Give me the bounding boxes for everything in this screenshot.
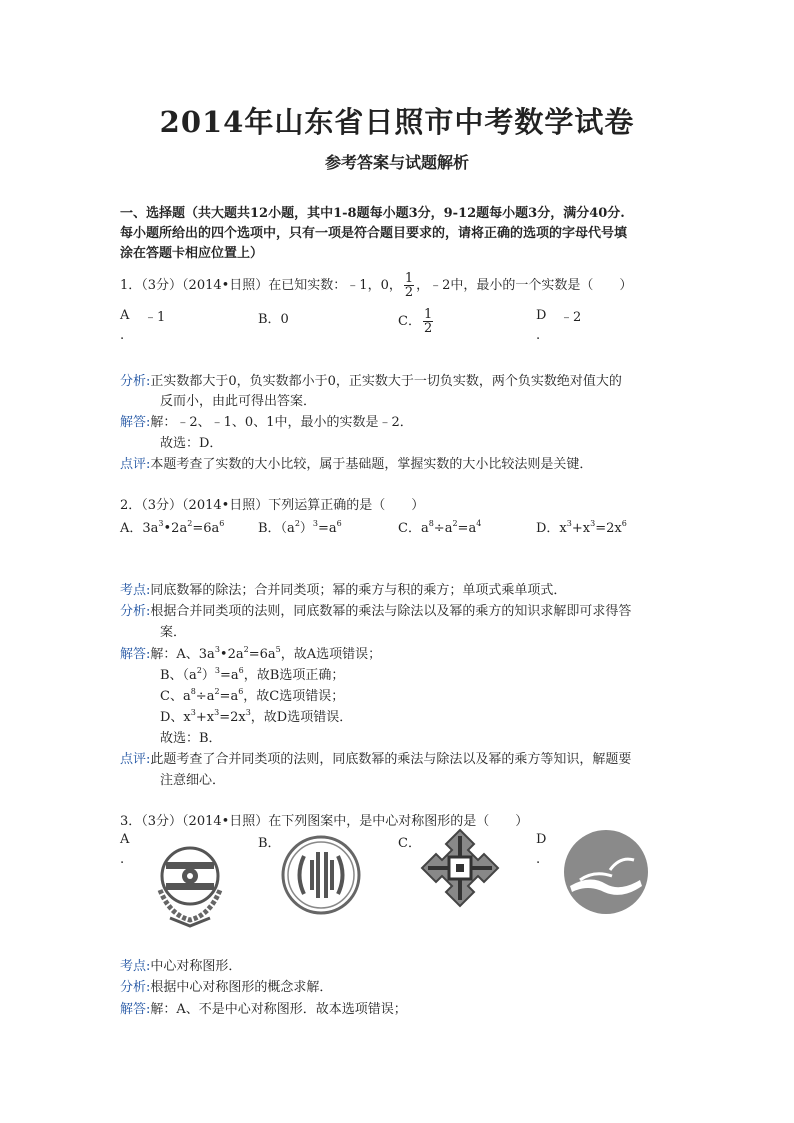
q3-answer [120, 998, 407, 1017]
q2-ans-c-exp-2: 2 [214, 687, 220, 696]
q1-analysis [120, 370, 622, 389]
q2-option-b [258, 517, 342, 536]
q2-answer-end: 故选：B． [160, 731, 222, 746]
q3-option-a-label: A [120, 832, 130, 847]
q1-option-a-label: A [120, 308, 130, 323]
q2-ans-b-exp-1: 2 [196, 666, 202, 675]
q3-option-d-label: D [536, 832, 547, 847]
q1-option-c-num: 1 [423, 307, 433, 322]
q2-b-2: ） [299, 521, 313, 536]
q1-analysis-2: 反而小，由此可得出答案． [160, 394, 317, 409]
q2-ans-c-end: ，故C选项错误； [243, 689, 345, 704]
q2-c-exp-2: 2 [452, 519, 458, 528]
q3-keypoint [120, 955, 241, 974]
q2-option-d [536, 517, 627, 536]
q2-ans-d-2: +x [195, 710, 215, 725]
q2-ans-c-2: ÷a [195, 689, 215, 704]
q2-analysis-2: 案． [160, 625, 187, 640]
q2-c-3: =a [457, 521, 477, 536]
q2-a-2: •2a [163, 521, 188, 536]
q1-option-c [398, 308, 435, 335]
section-heading [120, 204, 690, 264]
analysis-label: 分析: [120, 374, 151, 389]
q2-ans-b-end: ，故B选项正确； [243, 668, 345, 683]
q3-figure-d [560, 826, 652, 918]
q2-ans-c-exp-1: 8 [190, 687, 196, 696]
q2-stem: 2．（3分）（2014•日照）下列运算正确的是（ ） [120, 498, 425, 513]
q2-c-2: ÷a [433, 521, 453, 536]
section-line-2: 每小题所给出的四个选项中，只有一项是符合题目要求的，请将正确的选项的字母代号填 [120, 226, 628, 241]
q2-comment [120, 748, 631, 767]
q2-d-exp-3: 6 [621, 519, 627, 528]
q2-d-exp-1: 3 [566, 519, 572, 528]
q1-option-d: ﹣2 [560, 310, 582, 325]
q3-analysis-text-1: 根据中心对称图形的概念求解． [150, 980, 333, 995]
q1-stem-text: 1．（3分）（2014•日照）在已知实数：﹣1，0， [120, 278, 402, 293]
q2-answer-b [160, 664, 344, 683]
q2-comment-2: 注意细心． [160, 773, 226, 788]
q2-ans-c-3: =a [219, 689, 239, 704]
q2-keypoint [120, 579, 566, 598]
answer-label: 解答: [120, 647, 151, 662]
analysis-label: 分析: [120, 604, 151, 619]
q2-ans-d-end: ，故D选项错误． [250, 710, 353, 725]
q1-frac-den: 2 [404, 285, 414, 300]
q3-analysis [120, 976, 332, 995]
q1-frac-num: 1 [404, 271, 414, 286]
q2-analysis-text-1: 根据合并同类项的法则，同底数幂的乘法与除法以及幂的乘方的知识求解即可求得答 [150, 604, 632, 619]
q2-d-2: +x [571, 521, 591, 536]
q1-analysis-text-1: 正实数都大于0，负实数都小于0，正实数大于一切负实数，两个负实数绝对值大的 [150, 374, 622, 389]
comment-label: 点评: [120, 457, 151, 472]
q2-ans-d-1: D、x [160, 710, 191, 725]
q2-ans-a-exp-2: 2 [243, 645, 249, 654]
page-title: 2014年山东省日照市中考数学试卷 [159, 105, 635, 139]
q2-d-3: =2x [595, 521, 622, 536]
page-subtitle: 参考答案与试题解析 [324, 153, 469, 172]
q3-figure-c [418, 826, 502, 910]
keypoint-label: 考点: [120, 583, 151, 598]
answer-label: 解答: [120, 415, 151, 430]
q2-keypoint-text: 同底数幂的除法；合并同类项；幂的乘方与积的乘方；单项式乘单项式． [150, 583, 567, 598]
q2-comment-text-1: 此题考查了合并同类项的法则，同底数幂的乘法与除法以及幂的乘方等知识，解题要 [150, 752, 632, 767]
q2-ans-a-exp-1: 3 [214, 645, 220, 654]
q3-option-c-label: C． [398, 836, 421, 851]
q3-option-b-label: B． [258, 836, 281, 851]
q2-a-exp-1: 3 [158, 519, 164, 528]
q1-answer [120, 411, 413, 430]
q2-ans-a-2: •2a [219, 647, 244, 662]
q2-ans-a-end: ，故A选项错误； [280, 647, 382, 662]
keypoint-label: 考点: [120, 959, 151, 974]
section-line-3: 涂在答题卡相应位置上） [120, 246, 264, 261]
q2-ans-a-exp-3: 5 [275, 645, 281, 654]
q1-comment-text-1: 本题考查了实数的大小比较，属于基础题，掌握实数的大小比较法则是关键． [150, 457, 593, 472]
q1-answer-text-1: 解：﹣2、﹣1、0、1中，最小的实数是﹣2． [150, 415, 413, 430]
q1-answer-2: 故选：D． [160, 436, 223, 451]
q1-fraction [404, 272, 414, 299]
q1-option-c-fraction [423, 308, 433, 335]
q2-b-exp-3: 6 [336, 519, 342, 528]
q2-ans-b-2: ） [201, 668, 215, 683]
q2-b-1: B．（a [258, 521, 295, 536]
q1-option-a-dot: . [120, 328, 125, 343]
q1-stem [120, 272, 632, 299]
q2-d-1: D．x [536, 521, 567, 536]
q2-ans-b-1: B、（a [160, 668, 197, 683]
q2-c-exp-1: 8 [428, 519, 434, 528]
q1-option-d-dot: . [536, 328, 541, 343]
q2-option-c [398, 517, 481, 536]
q1-option-c-label: C． [398, 314, 421, 329]
q3-figure-a [140, 840, 240, 930]
q2-ans-b-exp-2: 3 [214, 666, 221, 675]
q2-d-exp-2: 3 [590, 519, 596, 528]
q2-ans-a-1: 解：A、3a [150, 647, 215, 662]
q2-answer-c [160, 685, 344, 704]
q2-ans-d-exp-2: 3 [214, 708, 220, 717]
q1-option-a: ﹣1 [144, 310, 166, 325]
q3-figure-b [280, 834, 362, 916]
q2-b-exp-2: 3 [312, 519, 319, 528]
q2-c-exp-3: 4 [476, 519, 482, 528]
answer-label: 解答: [120, 1002, 151, 1017]
q2-ans-a-3: =6a [248, 647, 276, 662]
q3-option-d-dot: . [536, 852, 541, 867]
q2-ans-b-exp-3: 6 [238, 666, 244, 675]
analysis-label: 分析: [120, 980, 151, 995]
q3-stem: 3．（3分）（2014•日照）在下列图案中，是中心对称图形的是（ ） [120, 814, 529, 829]
q2-ans-c-exp-3: 6 [238, 687, 244, 696]
q2-b-exp-1: 2 [294, 519, 300, 528]
q2-ans-d-exp-1: 3 [190, 708, 196, 717]
q2-c-1: C．a [398, 521, 429, 536]
q2-option-a [120, 517, 224, 536]
q2-ans-d-3: =2x [219, 710, 246, 725]
q1-option-b: B．0 [258, 312, 289, 327]
q3-answer-text-1: 解：A、不是中心对称图形．故本选项错误； [150, 1002, 407, 1017]
q2-a-3: =6a [192, 521, 220, 536]
comment-label: 点评: [120, 752, 151, 767]
q2-a-exp-2: 2 [187, 519, 193, 528]
q2-answer-d [160, 706, 352, 725]
q1-option-d-label: D [536, 308, 547, 323]
q2-answer-a [120, 643, 381, 662]
q2-a-1: A．3a [120, 521, 159, 536]
q1-option-c-den: 2 [423, 321, 433, 336]
q2-analysis [120, 600, 631, 619]
q2-b-3: =a [318, 521, 337, 536]
q2-a-exp-3: 6 [219, 519, 225, 528]
q1-comment [120, 453, 592, 472]
q3-keypoint-text: 中心对称图形． [150, 959, 242, 974]
q2-ans-c-1: C、a [160, 689, 191, 704]
q2-ans-b-3: =a [220, 668, 239, 683]
q3-option-a-dot: . [120, 852, 125, 867]
q1-stem-text-2: ，﹣2中，最小的一个实数是（ ） [416, 278, 633, 293]
section-line-1: 一、选择题（共大题共12小题，其中1-8题每小题3分，9-12题每小题3分，满分40分. [120, 206, 625, 221]
q2-ans-d-exp-3: 3 [245, 708, 251, 717]
